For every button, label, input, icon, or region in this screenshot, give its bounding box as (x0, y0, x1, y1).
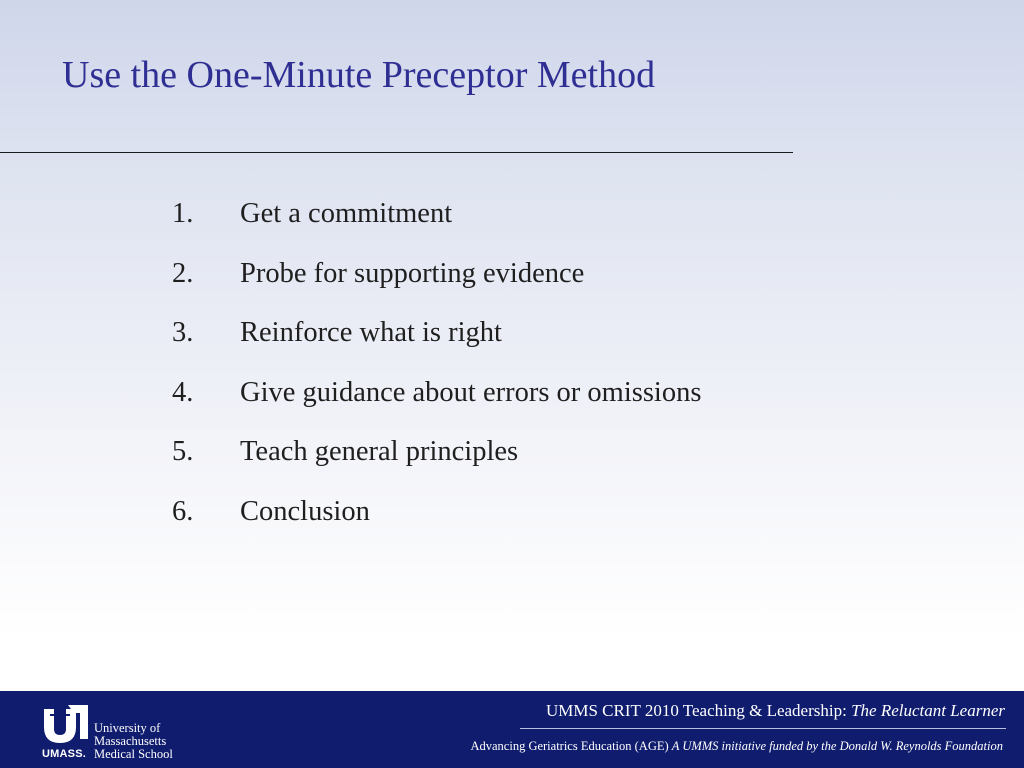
footer-divider (520, 728, 1006, 729)
step-text: Probe for supporting evidence (240, 257, 585, 289)
list-item (172, 377, 701, 437)
list-item (172, 317, 701, 377)
funding-prefix: Advancing Geriatrics Education (AGE) (470, 739, 669, 753)
list-item (172, 198, 701, 258)
step-number: 6. (172, 495, 194, 527)
course-title (546, 701, 1005, 721)
step-text: Teach general principles (240, 436, 519, 468)
footer-bar (0, 691, 1024, 768)
umass-logo (40, 701, 200, 761)
list-item (172, 436, 701, 496)
list-item (172, 258, 701, 318)
logo-umass-wordmark: UMASS. (42, 748, 86, 760)
funding-note: A UMMS initiative funded by the Donald W. Reynolds Foundation (671, 739, 1003, 753)
logo-university-text: University of Massachusetts (94, 721, 167, 748)
step-number: 2. (172, 257, 194, 289)
step-text: Conclusion (240, 495, 370, 527)
course-prefix: UMMS CRIT 2010 Teaching & Leadership: (545, 701, 847, 720)
steps-list (172, 198, 701, 556)
step-number: 3. (172, 317, 194, 349)
step-text: Give guidance about errors or omissions (240, 376, 702, 408)
step-number: 5. (172, 436, 194, 468)
step-text: Reinforce what is right (240, 317, 502, 349)
logo-medical-school-text: Medical School (94, 747, 173, 761)
step-number: 1. (172, 198, 194, 229)
title-divider (0, 152, 793, 153)
umass-shield-icon (40, 701, 90, 745)
slide-title: Use the One-Minute Preceptor Method (62, 54, 656, 96)
funding-line (470, 739, 1003, 754)
list-item (172, 496, 701, 556)
step-text: Get a commitment (240, 198, 453, 229)
course-subtitle: The Reluctant Learner (851, 701, 1005, 720)
step-number: 4. (172, 376, 194, 408)
